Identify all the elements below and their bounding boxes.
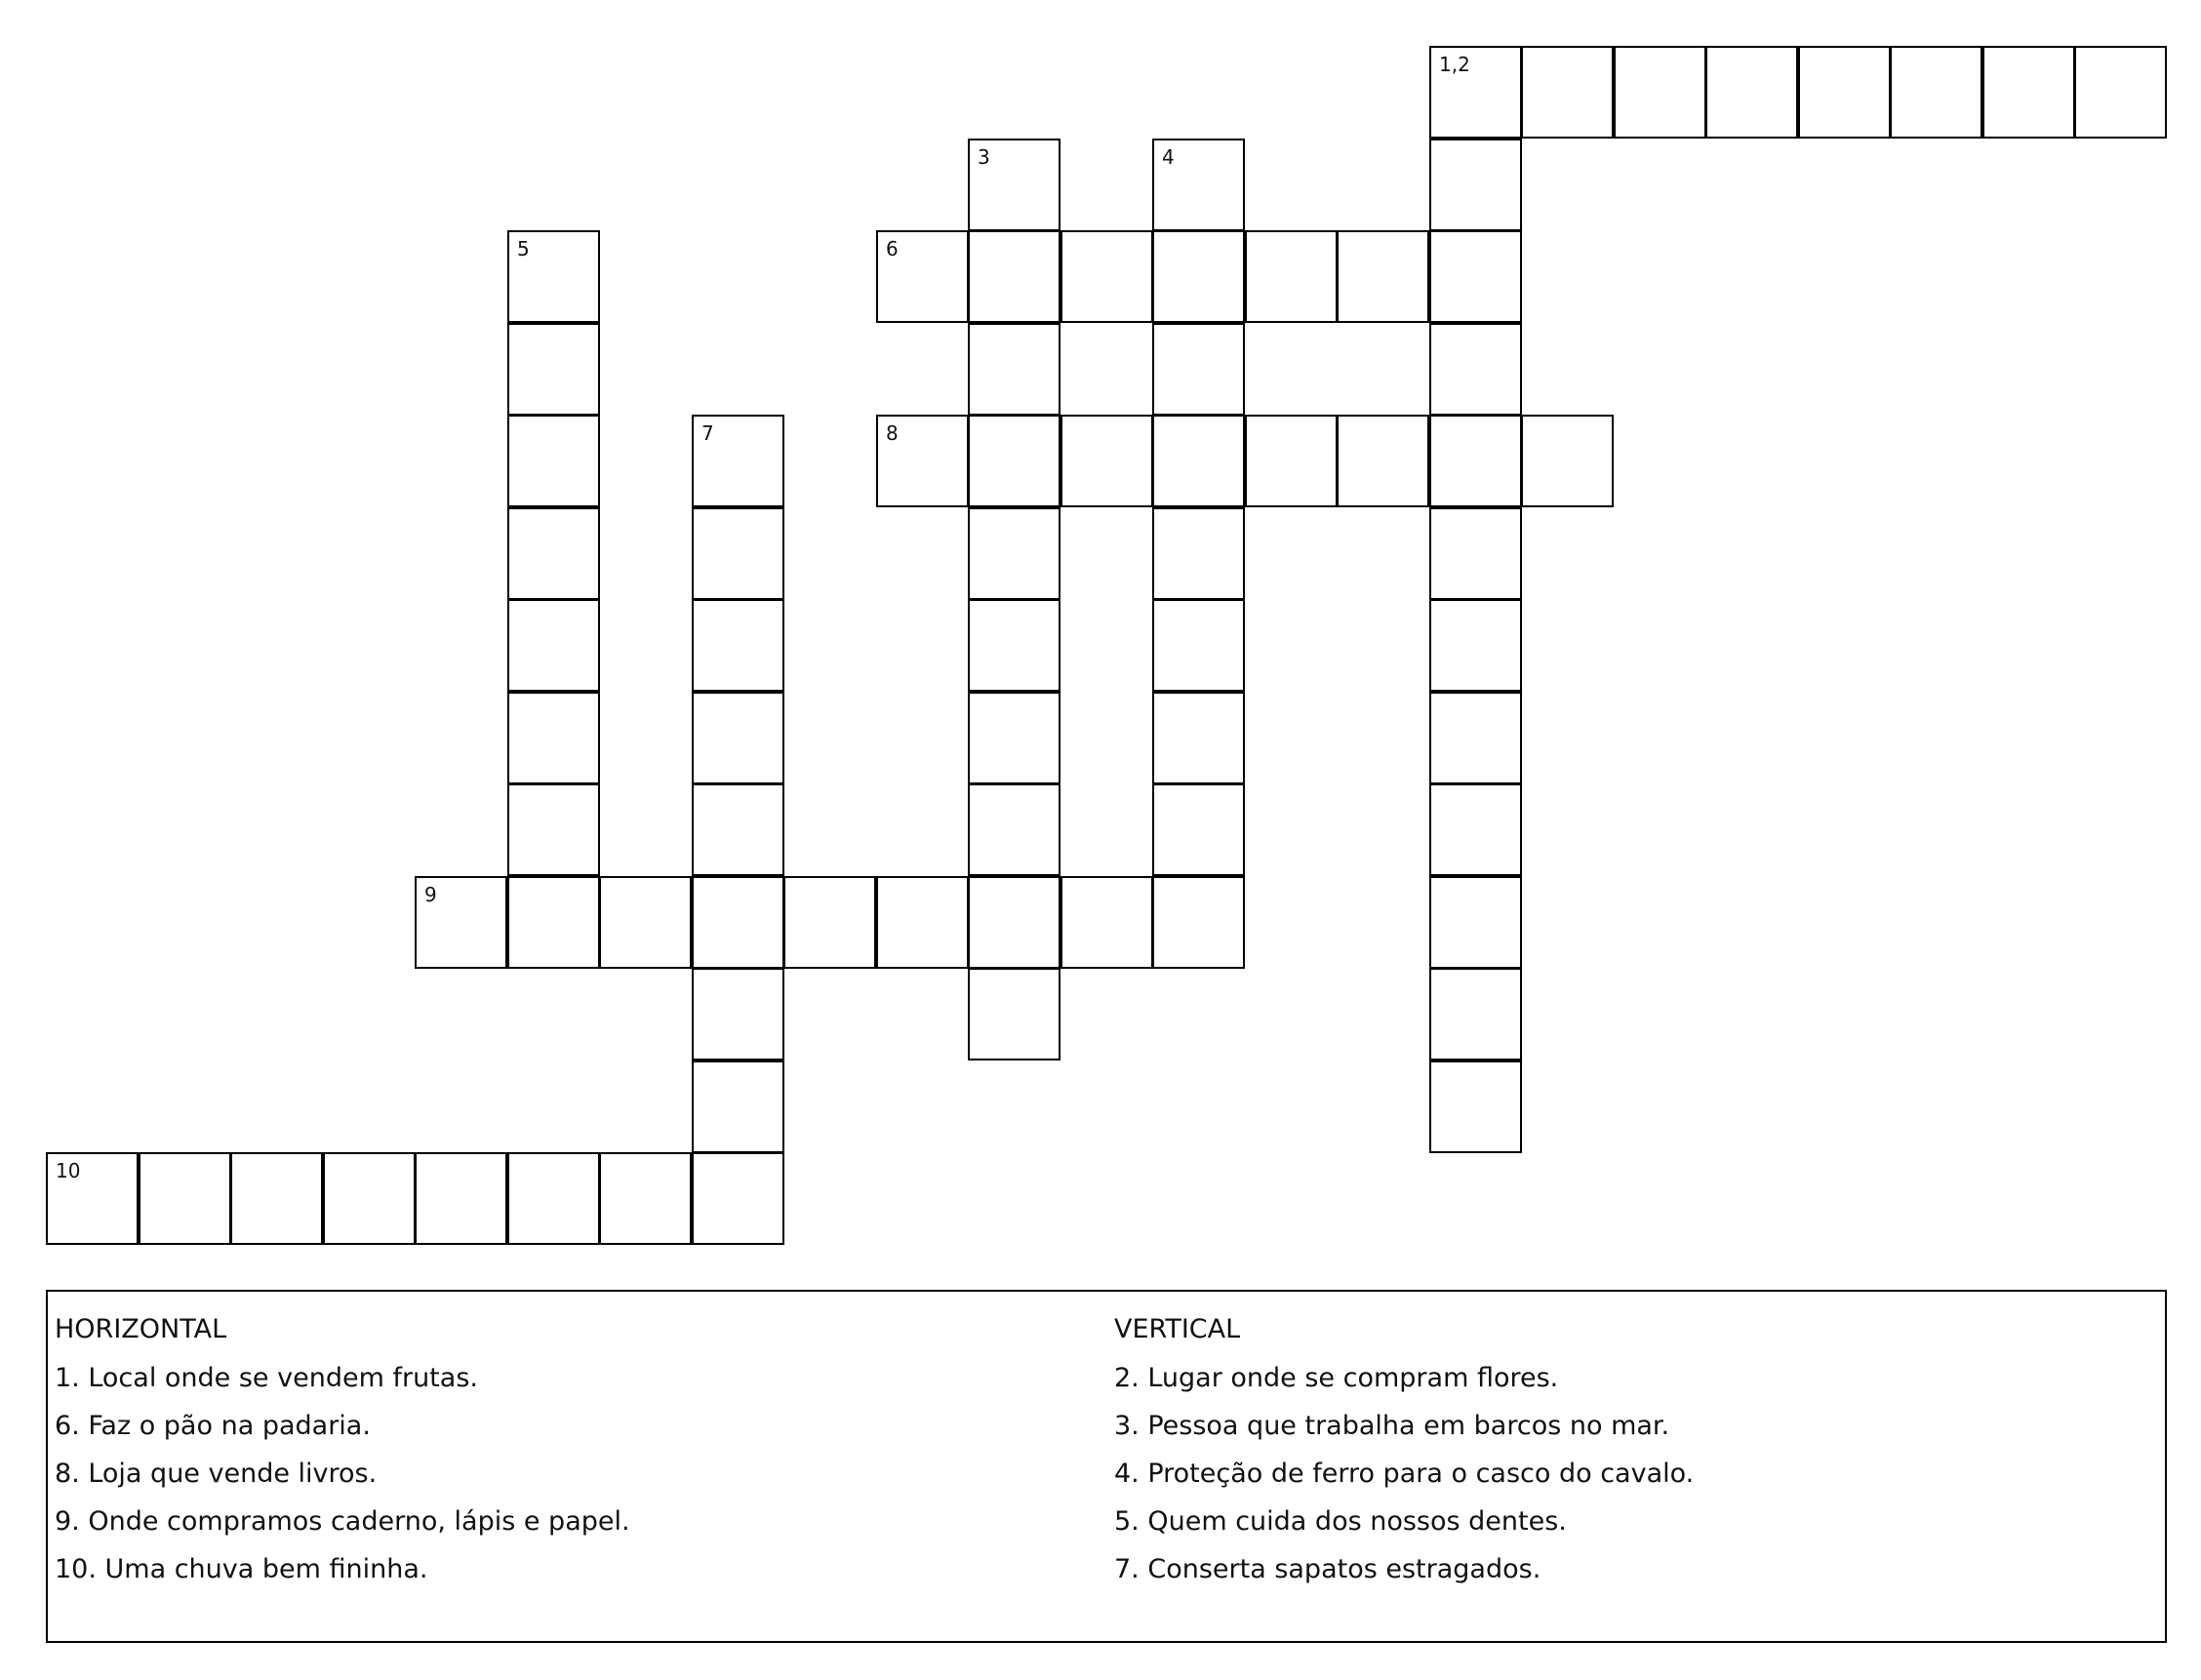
grid-cell[interactable] [783, 876, 876, 969]
clue-vertical-3: 3. Pessoa que trabalha em barcos no mar. [1114, 1411, 1670, 1441]
grid-cell[interactable] [1429, 323, 1522, 416]
grid-cell[interactable] [968, 323, 1060, 416]
grid-cell[interactable] [1429, 692, 1522, 784]
grid-cell[interactable] [1429, 230, 1522, 323]
grid-cell[interactable] [968, 876, 1060, 969]
grid-cell[interactable] [1429, 599, 1522, 692]
grid-cell[interactable] [1152, 876, 1245, 969]
grid-cell[interactable] [1614, 46, 1706, 139]
grid-cell[interactable] [968, 783, 1060, 876]
clue-number: 10 [56, 1159, 81, 1182]
grid-cell[interactable] [1245, 415, 1338, 507]
grid-cell[interactable] [1429, 507, 1522, 600]
clue-vertical-4: 4. Proteção de ferro para o casco do cavalo. [1114, 1459, 1695, 1489]
grid-cell[interactable] [46, 1152, 139, 1245]
grid-cell[interactable] [507, 415, 600, 507]
grid-cell[interactable] [1245, 230, 1338, 323]
grid-cell[interactable] [507, 323, 600, 416]
grid-cell[interactable] [1429, 415, 1522, 507]
grid-cell[interactable] [1337, 230, 1429, 323]
clue-horizontal-6: 6. Faz o pão na padaria. [55, 1411, 371, 1441]
clue-number: 8 [886, 421, 899, 445]
grid-cell[interactable] [1152, 692, 1245, 784]
clue-number: 3 [978, 145, 990, 169]
grid-cell[interactable] [1152, 323, 1245, 416]
grid-cell[interactable] [1429, 139, 1522, 231]
grid-cell[interactable] [1982, 46, 2075, 139]
grid-cell[interactable] [415, 1152, 507, 1245]
grid-cell[interactable] [1060, 230, 1153, 323]
grid-cell[interactable] [415, 876, 507, 969]
grid-cell[interactable] [968, 139, 1060, 231]
clue-number: 4 [1162, 145, 1175, 169]
grid-cell[interactable] [968, 415, 1060, 507]
grid-cell[interactable] [1705, 46, 1798, 139]
grid-cell[interactable] [876, 415, 969, 507]
clue-horizontal-10: 10. Uma chuva bem fininha. [55, 1554, 428, 1584]
horizontal-clues [55, 1305, 630, 1593]
clue-vertical-2: 2. Lugar onde se compram flores. [1114, 1363, 1559, 1393]
grid-cell[interactable] [1060, 876, 1153, 969]
grid-cell[interactable] [230, 1152, 323, 1245]
grid-cell[interactable] [1429, 1060, 1522, 1153]
grid-cell[interactable] [1521, 415, 1614, 507]
grid-cell[interactable] [876, 230, 969, 323]
grid-cell[interactable] [599, 1152, 692, 1245]
grid-cell[interactable] [968, 507, 1060, 600]
grid-cell[interactable] [1521, 46, 1614, 139]
grid-cell[interactable] [968, 968, 1060, 1060]
grid-cell[interactable] [1152, 507, 1245, 600]
grid-cell[interactable] [1152, 139, 1245, 231]
grid-cell[interactable] [599, 876, 692, 969]
clue-number: 7 [701, 421, 714, 445]
grid-cell[interactable] [968, 692, 1060, 784]
grid-cell[interactable] [692, 1060, 784, 1153]
clue-horizontal-8: 8. Loja que vende livros. [55, 1459, 378, 1489]
grid-cell[interactable] [692, 599, 784, 692]
grid-cell[interactable] [1060, 415, 1153, 507]
grid-cell[interactable] [507, 692, 600, 784]
grid-cell[interactable] [1337, 415, 1429, 507]
clue-vertical-5: 5. Quem cuida dos nossos dentes. [1114, 1506, 1567, 1537]
grid-cell[interactable] [968, 599, 1060, 692]
grid-cell[interactable] [692, 415, 784, 507]
clue-number: 1,2 [1439, 53, 1470, 76]
grid-cell[interactable] [968, 230, 1060, 323]
clue-number: 6 [886, 237, 899, 260]
vertical-heading: VERTICAL [1114, 1314, 1241, 1344]
grid-cell[interactable] [1429, 783, 1522, 876]
grid-cell[interactable] [692, 507, 784, 600]
horizontal-heading: HORIZONTAL [55, 1314, 227, 1344]
grid-cell[interactable] [507, 507, 600, 600]
grid-cell[interactable] [323, 1152, 416, 1245]
grid-cell[interactable] [507, 230, 600, 323]
grid-cell[interactable] [507, 1152, 600, 1245]
grid-cell[interactable] [139, 1152, 231, 1245]
grid-cell[interactable] [1152, 783, 1245, 876]
grid-cell[interactable] [1429, 46, 1522, 139]
grid-cell[interactable] [876, 876, 969, 969]
grid-cell[interactable] [1798, 46, 1891, 139]
grid-cell[interactable] [1152, 230, 1245, 323]
clue-number: 9 [424, 883, 437, 906]
vertical-clues [1114, 1305, 1694, 1593]
grid-cell[interactable] [692, 876, 784, 969]
grid-cell[interactable] [692, 1152, 784, 1245]
grid-cell[interactable] [507, 599, 600, 692]
clue-number: 5 [517, 237, 530, 260]
grid-cell[interactable] [1152, 599, 1245, 692]
clue-horizontal-1: 1. Local onde se vendem frutas. [55, 1363, 478, 1393]
grid-cell[interactable] [507, 783, 600, 876]
grid-cell[interactable] [1429, 876, 1522, 969]
clues-box [46, 1290, 2167, 1643]
grid-cell[interactable] [2074, 46, 2167, 139]
grid-cell[interactable] [692, 692, 784, 784]
grid-cell[interactable] [1429, 968, 1522, 1060]
grid-cell[interactable] [692, 968, 784, 1060]
grid-cell[interactable] [1152, 415, 1245, 507]
grid-cell[interactable] [1890, 46, 1982, 139]
clue-vertical-7: 7. Conserta sapatos estragados. [1114, 1554, 1541, 1584]
grid-cell[interactable] [507, 876, 600, 969]
grid-cell[interactable] [692, 783, 784, 876]
clue-horizontal-9: 9. Onde compramos caderno, lápis e papel. [55, 1506, 630, 1537]
